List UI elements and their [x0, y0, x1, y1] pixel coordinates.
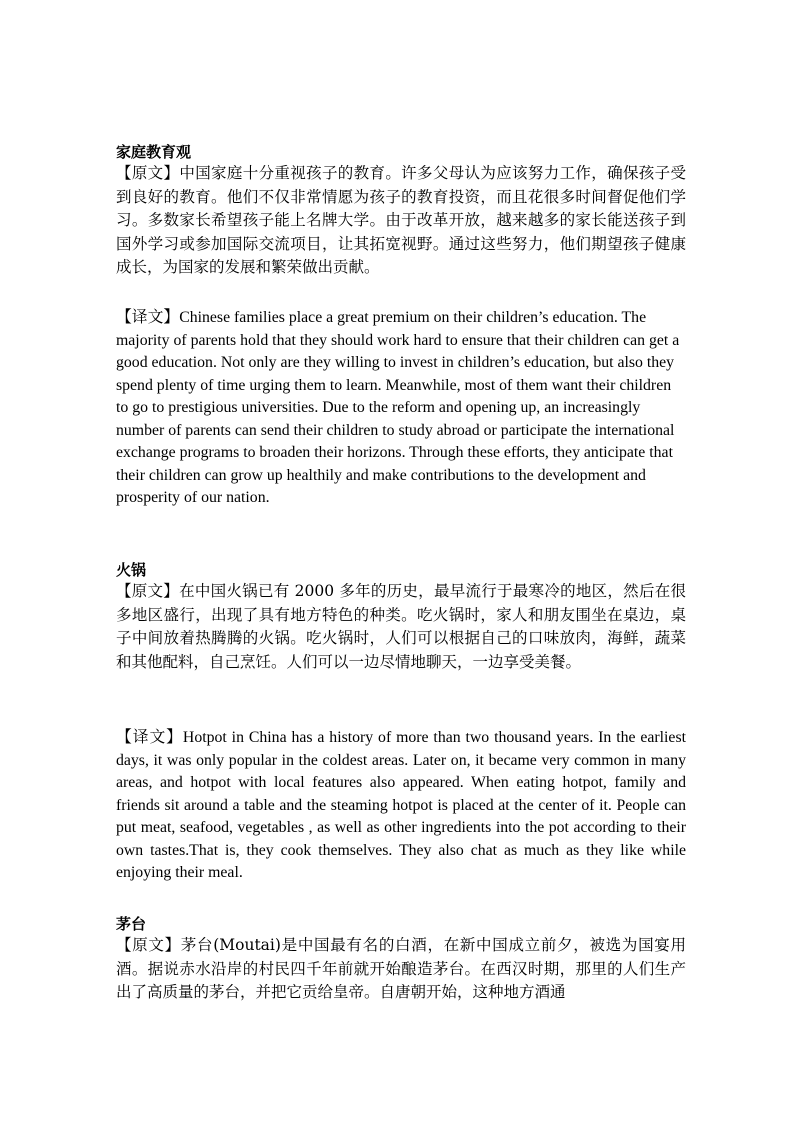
translation-tag: 【译文】	[116, 307, 180, 326]
section-family-education	[116, 142, 686, 280]
original-text-paragraph	[116, 580, 686, 674]
section-title: 茅台	[116, 915, 147, 933]
translation-text: Chinese families place a great premium on their children’s education. The majority of parents hold that they should work hard to ensure that their children can get a good education. Not only are they willing to invest in children’s education, but also they spend plenty of time urging them to learn. Meanwhile, most of them want their children to go to prestigious universities. Due to the reform and opening up, an increasingly number of parents can send their children to study abroad or participate the international exchange programs to broaden their horizons. Through these efforts, they anticipate that their children can grow up healthily and make contributions to the development and prosperity of our nation.	[116, 309, 680, 506]
section-title: 火锅	[116, 561, 147, 579]
section-family-education-translation	[116, 306, 686, 510]
original-text: 在中国火锅已有 2000 多年的历史，最早流行于最寒冷的地区，然后在很多地区盛行，出现了具有地方特色的种类。吃火锅时，家人和朋友围坐在桌边，桌子中间放着热腾腾的火锅。吃火锅时，人们可以根据自己的口味放肉，海鲜，蔬菜和其他配料，自己烹饪。人们可以一边尽情地聊天，一边享受美餐。	[116, 582, 686, 671]
original-text: 茅台(Moutai)是中国最有名的白酒，在新中国成立前夕，被选为国宴用酒。据说赤水沿岸的村民四千年前就开始酿造茅台。在西汉时期，那里的人们生产出了高质量的茅台，并把它贡给皇帝。自唐朝开始，这种地方酒通	[116, 936, 686, 1001]
original-text: 中国家庭十分重视孩子的教育。许多父母认为应该努力工作，确保孩子受到良好的教育。他们不仅非常情愿为孩子的教育投资，而且花很多时间督促他们学习。多数家长希望孩子能上名牌大学。由于改革开放，越来越多的家长能送孩子到国外学习或参加国际交流项目，让其拓宽视野。通过这些努力，他们期望孩子健康成长，为国家的发展和繁荣做出贡献。	[116, 164, 686, 276]
translation-text: Hotpot in China has a history of more than two thousand years. In the earliest days, it was only popular in the coldest areas. Later on, it became very common in many areas, and hotpot with local features also appeared. When eating hotpot, family and friends sit around a table and the steaming hotpot is placed at the center of it. People can put meat, seafood, vegetables , as well as other ingredients into the pot according to their own tastes.That is, they cook themselves. They also chat as much as they like while enjoying their meal.	[116, 729, 686, 881]
original-tag: 【原文】	[116, 164, 180, 182]
section-hotpot	[116, 560, 686, 674]
translation-paragraph	[116, 306, 686, 510]
original-text-paragraph	[116, 934, 686, 1005]
original-text-paragraph	[116, 162, 686, 280]
original-tag: 【原文】	[116, 936, 181, 954]
original-tag: 【原文】	[116, 582, 180, 600]
section-title: 家庭教育观	[116, 143, 192, 161]
section-moutai	[116, 914, 686, 1005]
translation-tag: 【译文】	[116, 727, 183, 746]
section-hotpot-translation	[116, 726, 686, 885]
translation-paragraph	[116, 726, 686, 885]
